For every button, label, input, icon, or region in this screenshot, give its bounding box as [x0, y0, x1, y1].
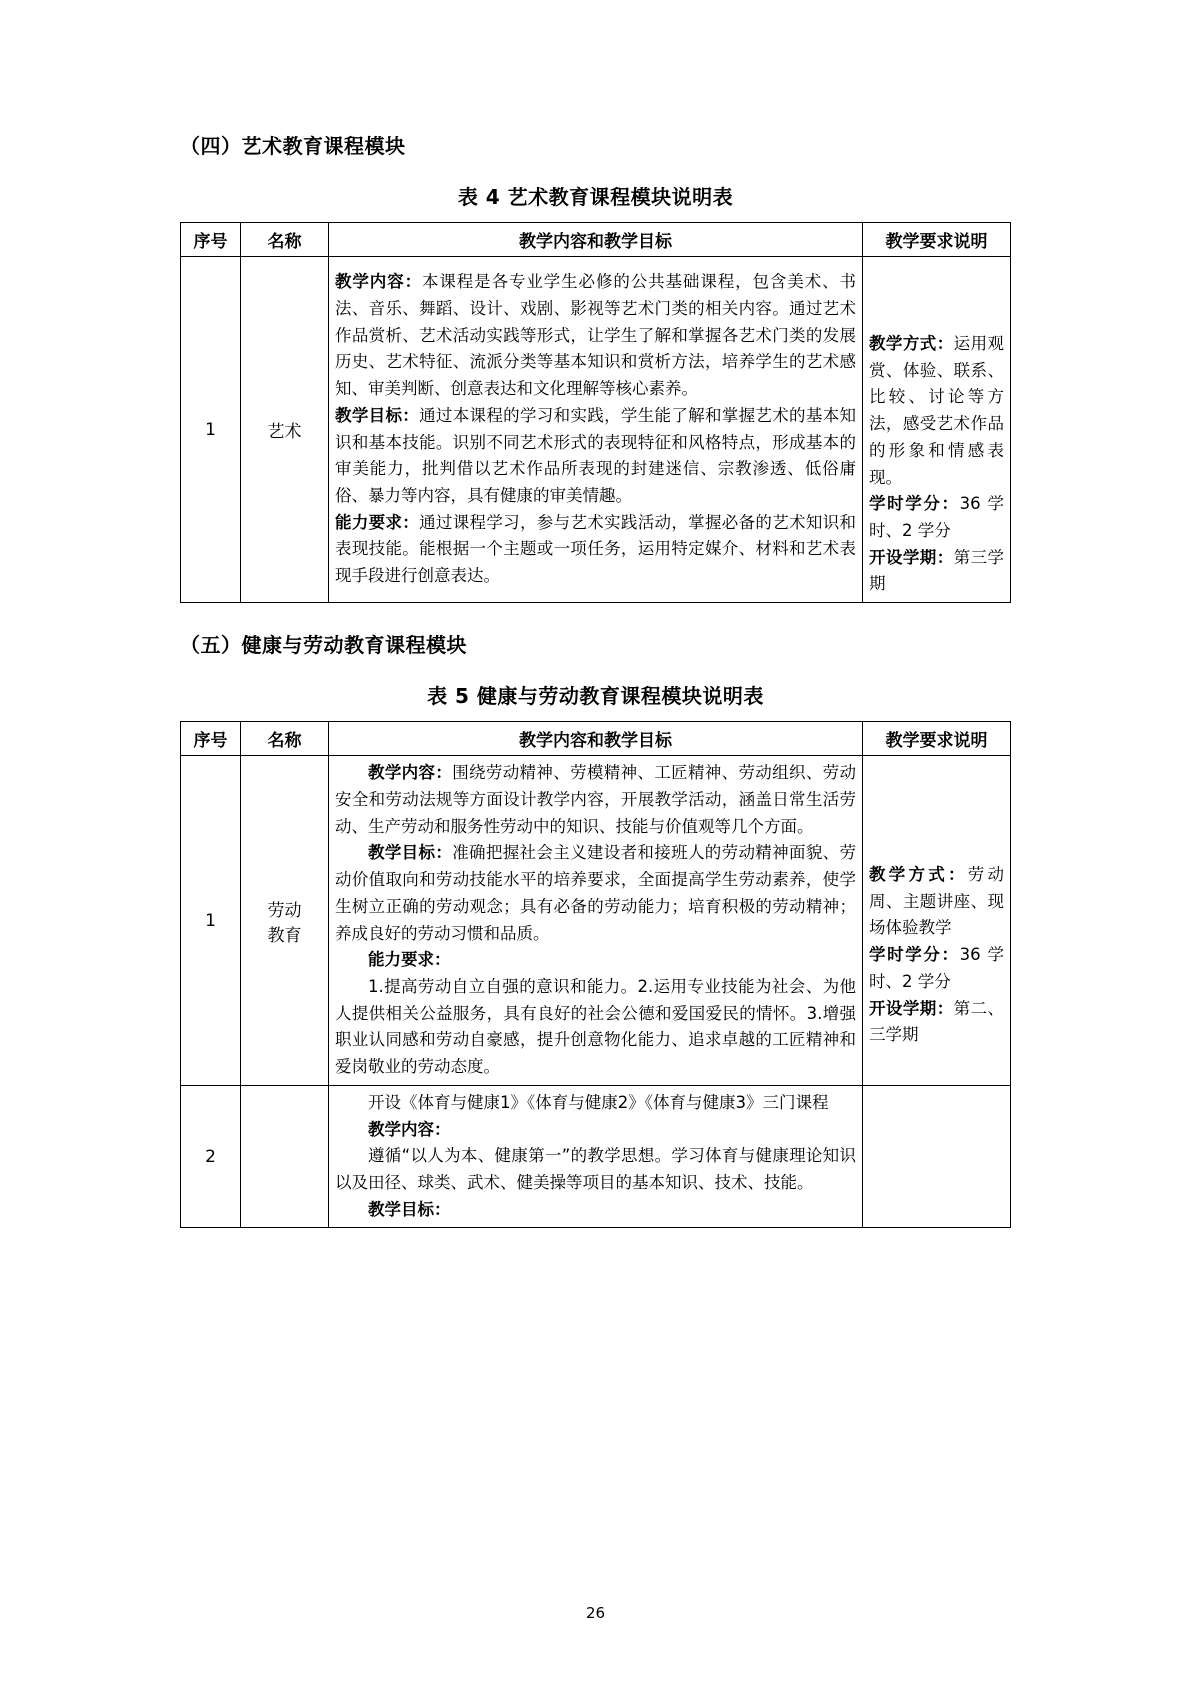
- content-text: 围绕劳动精神、劳模精神、工匠精神、劳动组织、劳动安全和劳动法规等方面设计教学内容，开展教学活动，涵盖日常生活劳动、生产劳动和服务性劳动中的知识、技能与价值观等几个方面。: [335, 763, 857, 836]
- table-caption-4: 表 4 艺术教育课程模块说明表: [457, 185, 734, 209]
- requirement-text: 36 学时、2 学分: [869, 494, 1004, 541]
- content-text: 本课程是各专业学生必修的公共基础课程，包含美术、书法、音乐、舞蹈、设计、戏剧、影视等艺术门类的相关内容。通过艺术作品赏析、艺术活动实践等形式，让学生了解和掌握各艺术门类的发展历史、艺术特征、流派分类等基本知识和赏析方法，培养学生的艺术感知、审美判断、创意表达和文化理解等核心素养。: [335, 272, 857, 399]
- content-text: 1.提高劳动自立自强的意识和能力。2.运用专业技能为社会、为他人提供相关公益服务，具有良好的社会公德和爱国爱民的情怀。3.增强职业认同感和劳动自豪感，提升创意物化能力、追求卓越的工匠精神和爱岗敬业的劳动态度。: [335, 976, 856, 1077]
- header-requirement: 教学要求说明: [863, 722, 1011, 756]
- content-paragraph: [335, 1090, 856, 1117]
- content-paragraph: [335, 974, 856, 1081]
- row-name: 艺术: [241, 257, 329, 603]
- content-paragraph: [335, 1117, 856, 1144]
- section-heading-art: （四）艺术教育课程模块: [180, 134, 406, 158]
- content-paragraph: [335, 1143, 856, 1196]
- content-paragraph: [335, 760, 856, 840]
- requirement-text: 运用观赏、体验、联系、比较、讨论等方法，感受艺术作品的形象和情感表现。: [869, 334, 1005, 487]
- table-row: [181, 257, 1011, 603]
- section-heading-health-labor: （五）健康与劳动教育课程模块: [180, 633, 467, 658]
- content-label: 能力要求：: [368, 950, 451, 970]
- table-header-row: [181, 722, 1011, 756]
- page-number: 26: [585, 1604, 606, 1622]
- content-label: 教学内容：: [335, 272, 422, 292]
- content-text: 遵循“以人为本、健康第一”的教学思想。学习体育与健康理论知识以及田径、球类、武术、健美操等项目的基本知识、技术、技能。: [335, 1146, 856, 1192]
- row-no: 2: [181, 1085, 241, 1228]
- content-paragraph: [335, 510, 856, 590]
- requirement-paragraph: [869, 491, 1004, 544]
- requirement-text: 第三学期: [869, 547, 1005, 594]
- content-paragraph: [335, 840, 856, 947]
- requirement-label: 教学方式：: [869, 864, 968, 884]
- requirement-paragraph: [869, 545, 1004, 598]
- requirement-text: 劳动周、主题讲座、现场体验教学: [869, 864, 1004, 938]
- requirement-paragraph: [869, 331, 1004, 491]
- content-label: 教学目标：: [335, 405, 420, 425]
- header-no: 序号: [181, 223, 241, 257]
- row-name-line2: 教育: [267, 925, 302, 946]
- content-label: 教学目标：: [368, 1199, 451, 1219]
- content-text: 开设《体育与健康1》《体育与健康2》《体育与健康3》三门课程: [368, 1092, 829, 1112]
- requirement-spacer: [869, 261, 1004, 331]
- row-content: [329, 257, 863, 603]
- content-text: 通过课程学习，参与艺术实践活动，掌握必备的艺术知识和表现技能。能根据一个主题或一项任务，运用特定媒介、材料和艺术表现手段进行创意表达。: [335, 512, 857, 586]
- header-name: 名称: [241, 722, 329, 756]
- row-name-line1: 劳动: [267, 900, 302, 921]
- requirement-label: 学时学分：: [869, 494, 960, 514]
- row-name: [241, 1085, 329, 1228]
- header-no: 序号: [181, 722, 241, 756]
- content-label: 教学内容：: [368, 1119, 451, 1139]
- table-header-row: [181, 223, 1011, 257]
- content-text: 准确把握社会主义建设者和接班人的劳动精神面貌、劳动价值取向和劳动技能水平的培养要求，全面提高学生劳动素养，使学生树立正确的劳动观念；具有必备的劳动能力；培育积极的劳动精神；养成良好的劳动习惯和品质。: [335, 843, 857, 943]
- row-content: [329, 756, 863, 1086]
- row-requirement: [863, 257, 1011, 603]
- requirement-paragraph: [869, 942, 1004, 995]
- header-requirement: 教学要求说明: [863, 223, 1011, 257]
- header-content: 教学内容和教学目标: [329, 223, 863, 257]
- content-paragraph: [335, 403, 856, 510]
- content-label: 教学内容：: [368, 763, 453, 783]
- requirement-label: 开设学期：: [869, 998, 954, 1018]
- requirement-label: 开设学期：: [869, 547, 954, 567]
- requirement-text: 36 学时、2 学分: [869, 945, 1004, 991]
- requirement-spacer: [869, 792, 1004, 862]
- header-content: 教学内容和教学目标: [329, 722, 863, 756]
- content-label: 能力要求：: [335, 512, 420, 532]
- table-health-labor-module: [180, 721, 1011, 1228]
- requirement-paragraph: [869, 996, 1004, 1049]
- row-requirement: [863, 1085, 1011, 1228]
- table-caption-5: 表 5 健康与劳动教育课程模块说明表: [427, 684, 764, 709]
- requirement-paragraph: [869, 862, 1004, 942]
- table-row: [181, 756, 1011, 1086]
- requirement-label: 教学方式：: [869, 334, 954, 353]
- requirement-text: 第二、三学期: [869, 998, 1005, 1045]
- content-text: 通过本课程的学习和实践，学生能了解和掌握艺术的基本知识和基本技能。识别不同艺术形式的表现特征和风格特点，形成基本的审美能力，批判借以艺术作品所表现的封建迷信、宗教渗透、低俗庸俗、暴力等内容，具有健康的审美情趣。: [335, 405, 857, 506]
- table-row: [181, 1085, 1011, 1228]
- content-paragraph: [335, 269, 856, 403]
- header-name: 名称: [241, 223, 329, 257]
- row-requirement: [863, 756, 1011, 1086]
- table-art-module: [180, 222, 1011, 603]
- row-name: [241, 756, 329, 1086]
- content-paragraph: [335, 947, 856, 974]
- row-content: [329, 1085, 863, 1228]
- row-no: 1: [181, 257, 241, 603]
- row-no: 1: [181, 756, 241, 1086]
- content-paragraph: [335, 1197, 856, 1224]
- requirement-label: 学时学分：: [869, 945, 960, 965]
- content-label: 教学目标：: [368, 843, 453, 863]
